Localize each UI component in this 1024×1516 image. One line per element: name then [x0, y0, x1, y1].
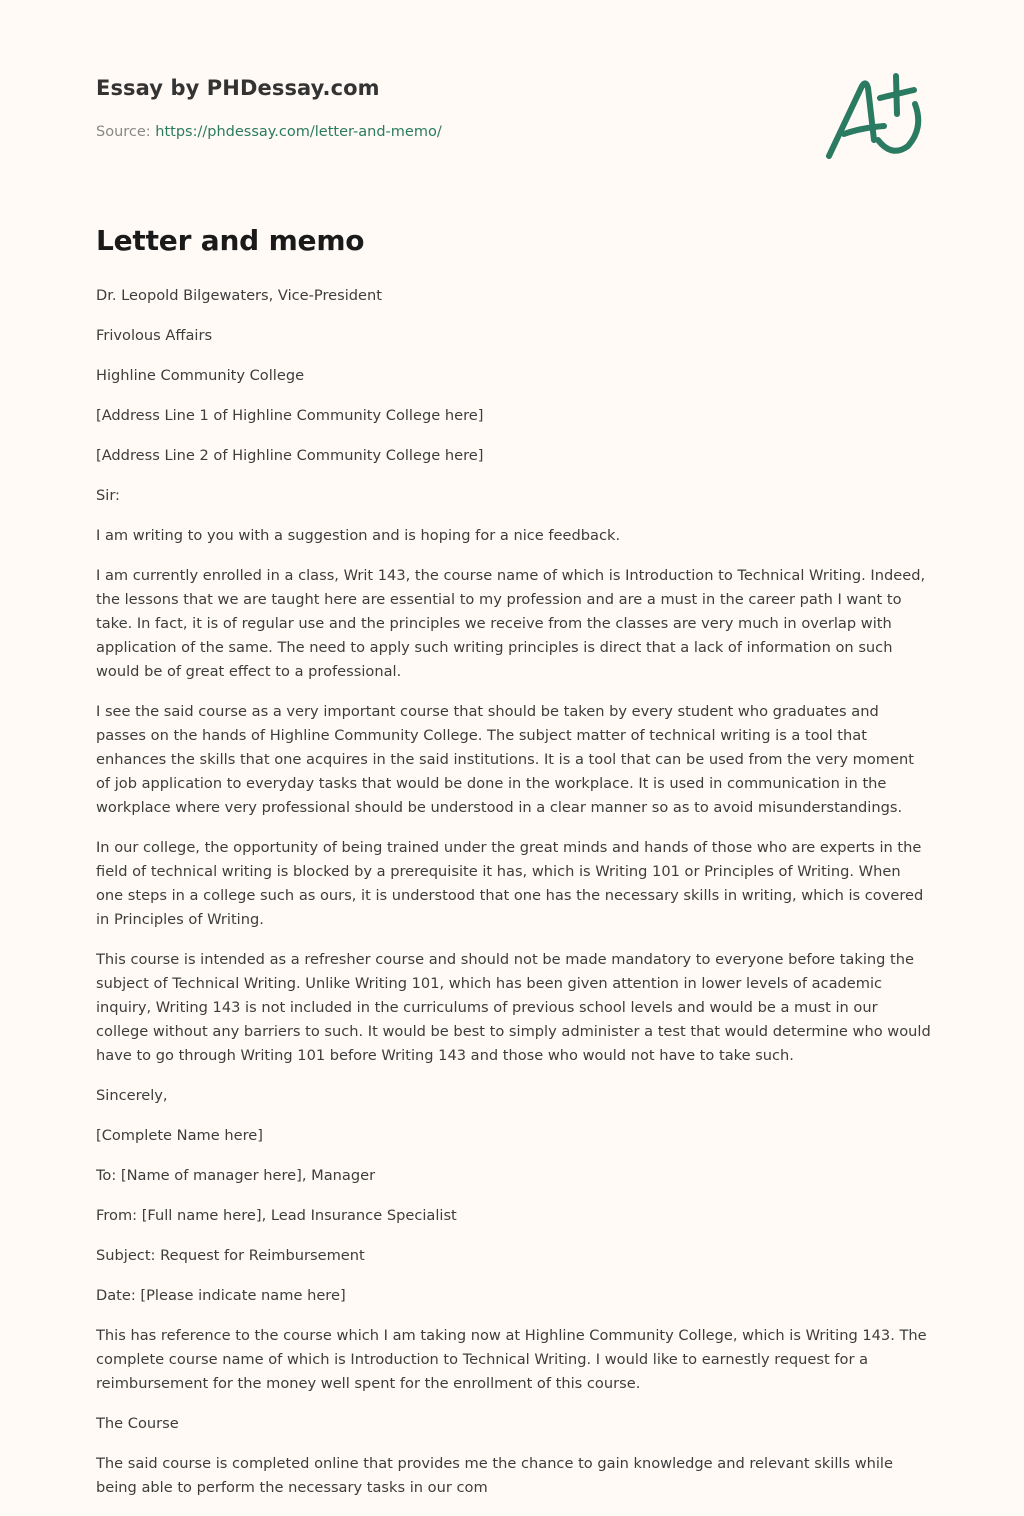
- body-paragraph: I see the said course as a very important course that should be taken by every student who graduates and passes on the hands of Highline Community College. The subject matter of technical writing is a tool that enhances the skills that one acquires in the said institutions. It is a tool that can be used from the very moment of job application to everyday tasks that would be done in the workplace. It is used in communication in the workplace where very professional should be understood in a clear manner so as to avoid misunderstandings.: [96, 703, 914, 816]
- a-plus-grade-icon: [820, 68, 930, 168]
- page-header: [0, 0, 1024, 200]
- salutation: Sir:: [96, 487, 120, 504]
- address-line-1: [Address Line 1 of Highline Community College here]: [96, 407, 484, 424]
- body-paragraph: The said course is completed online that provides me the chance to gain knowledge and relevant skills while being able to perform the necessary tasks in our com: [96, 1455, 893, 1496]
- closing: Sincerely,: [96, 1087, 168, 1104]
- section-heading: The Course: [96, 1415, 179, 1432]
- source-line: [96, 124, 442, 140]
- document-title: Letter and memo: [96, 224, 365, 257]
- body-paragraph: I am currently enrolled in a class, Writ 143, the course name of which is Introduction to Technical Writing. Indeed, the lessons that we are taught here are essential to my profession and are a must in the career path I want to take. In fact, it is of regular use and the principles we receive from the classes are very much in overlap with application of the same. The need to apply such writing principles is direct that a lack of information on such would be of great effect to a professional.: [96, 567, 926, 680]
- body-paragraph: I am writing to you with a suggestion and is hoping for a nice feedback.: [96, 527, 621, 544]
- body-paragraph: This course is intended as a refresher course and should not be made mandatory to everyone before taking the subject of Technical Writing. Unlike Writing 101, which has been given attention in lower levels of academic inquiry, Writing 143 is not included in the curriculums of previous school levels and would be a must in our college without any barriers to such. It would be best to simply administer a test that would determine who would have to go through Writing 101 before Writing 143 and those who would not have to take such.: [96, 951, 931, 1064]
- brand-title: Essay by PHDessay.com: [96, 76, 380, 100]
- source-link[interactable]: https://phdessay.com/letter-and-memo/: [155, 124, 442, 140]
- document-body: [96, 284, 932, 1516]
- recipient-name: Dr. Leopold Bilgewaters, Vice-President: [96, 287, 382, 304]
- body-paragraph: In our college, the opportunity of being trained under the great minds and hands of those who are experts in the field of technical writing is blocked by a prerequisite it has, which is Writing 101 or Principles of Writing. When one steps in a college such as ours, it is understood that one has the necessary skills in writing, which is covered in Principles of Writing.: [96, 839, 924, 928]
- address-line-2: [Address Line 2 of Highline Community College here]: [96, 447, 484, 464]
- recipient-institution: Highline Community College: [96, 367, 305, 384]
- source-label: Source:: [96, 124, 151, 140]
- memo-subject: Subject: Request for Reimbursement: [96, 1247, 365, 1264]
- memo-to: To: [Name of manager here], Manager: [96, 1167, 376, 1184]
- memo-from: From: [Full name here], Lead Insurance Specialist: [96, 1207, 457, 1224]
- memo-date: Date: [Please indicate name here]: [96, 1287, 346, 1304]
- signature: [Complete Name here]: [96, 1127, 263, 1144]
- body-paragraph: This has reference to the course which I am taking now at Highline Community College, which is Writing 143. The complete course name of which is Introduction to Technical Writing. I would like to earnestly request for a reimbursement for the money well spent for the enrollment of this course.: [96, 1327, 927, 1392]
- recipient-department: Frivolous Affairs: [96, 327, 213, 344]
